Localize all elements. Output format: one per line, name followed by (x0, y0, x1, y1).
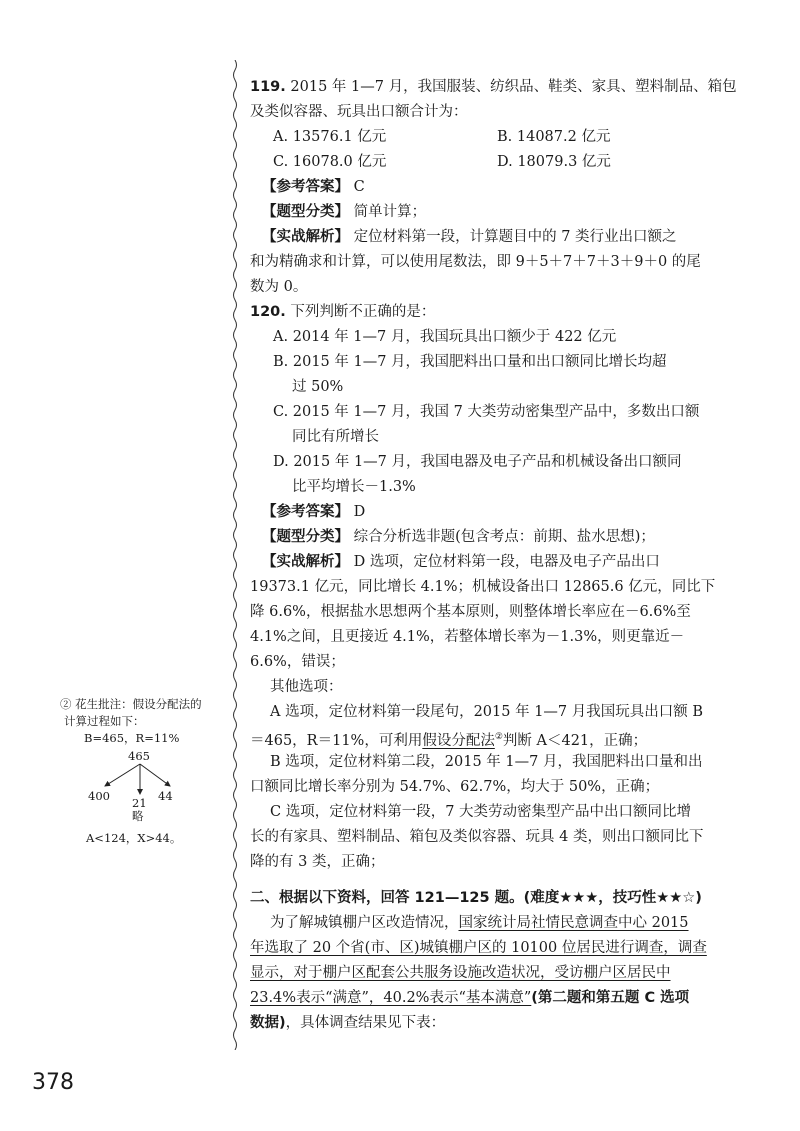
q119-type-value: 简单计算； (353, 204, 427, 220)
q120-analysis-line3: 降 6.6%，根据盐水思想两个基本原则，则整体增长率应在－6.6%至 (250, 604, 691, 620)
q119-number: 119. (250, 79, 286, 95)
q120-other-a-line2 (250, 727, 647, 751)
section2-p-line1 (270, 913, 689, 933)
section2-p4-underlined: 23.4%表示“满意”，40.2%表示“基本满意” (250, 990, 532, 1006)
q119-stem-line2: 及类似容器、玩具出口额合计为： (250, 104, 468, 120)
q119-option-b: B. 14087.2 亿元 (497, 129, 611, 145)
q120-other-b-line1: B 选项，定位材料第二段，2015 年 1—7 月，我国肥料出口量和出 (270, 754, 703, 770)
sidenote-title-line1: ② 花生批注：假设分配法的 (60, 697, 202, 711)
q120-option-d-line2: 比平均增长－1.3% (292, 479, 416, 495)
page-number: 378 (32, 1070, 74, 1095)
q120-stem (250, 302, 435, 322)
q119-type-label: 【题型分类】 (262, 204, 349, 220)
section2-p1-pre: 为了解城镇棚户区改造情况， (270, 915, 459, 931)
q120-option-c-line2: 同比有所增长 (292, 429, 379, 445)
sidenote-formula: B=465，R=11% (84, 731, 180, 745)
q120-type-label: 【题型分类】 (262, 529, 349, 545)
q120-option-b-line1: B. 2015 年 1—7 月，我国肥料出口量和出口额同比增长均超 (273, 354, 667, 370)
q120-analysis-line2: 19373.1 亿元，同比增长 4.1%；机械设备出口 12865.6 亿元，同比下 (250, 579, 716, 595)
q119-stem-text1: 2015 年 1—7 月，我国服装、纺织品、鞋类、家具、塑料制品、箱包 (290, 79, 737, 95)
q120-analysis-line5: 6.6%，错误； (250, 654, 345, 670)
section2-p-line2: 年选取了 20 个省(市、区)城镇棚户区的 10100 位居民进行调查，调查 (250, 940, 707, 956)
q119-analysis-line3: 数为 0。 (250, 279, 308, 295)
section2-p-line4 (250, 988, 689, 1008)
q120-other-c-line3: 降的有 3 类，正确； (250, 854, 385, 870)
q120-stem-text: 下列判断不正确的是： (290, 304, 436, 320)
q120-other-c-line1: C 选项，定位材料第一段，7 大类劳动密集型产品中出口额同比增 (270, 804, 692, 820)
q119-answer-value: C (353, 179, 365, 195)
q120-answer (262, 502, 365, 522)
q120-option-a: A. 2014 年 1—7 月，我国玩具出口额少于 422 亿元 (273, 329, 617, 345)
section2-heading: 二、根据以下资料，回答 121—125 题。(难度★★★，技巧性★★☆) (250, 890, 702, 906)
section2-p5-post: ，具体调查结果见下表： (285, 1015, 446, 1031)
q119-type (262, 202, 426, 222)
q120-option-b-line2: 过 50% (292, 379, 344, 395)
q119-answer-label: 【参考答案】 (262, 179, 349, 195)
section2-p-line3: 显示，对于棚户区配套公共服务设施改造状况，受访棚户区居民中 (250, 965, 671, 981)
margin-divider (232, 60, 238, 1050)
q120-number: 120. (250, 304, 286, 320)
q119-analysis-line2: 和为精确求和计算，可以使用尾数法，即 9＋5＋7＋7＋3＋9＋0 的尾 (250, 254, 701, 270)
q120-other-a-pre: ＝465，R＝11%，可利用 (250, 732, 423, 749)
section2-p4-bold: (第二题和第五题 C 选项 (531, 990, 690, 1006)
q119-answer (262, 177, 365, 197)
q120-analysis-line1 (262, 552, 660, 572)
q120-answer-value: D (353, 504, 366, 520)
q119-option-c: C. 16078.0 亿元 (273, 154, 387, 170)
section2-p5-bold: 数据) (250, 1015, 286, 1031)
q120-type-value: 综合分析选非题(包含考点：前期、盐水思想)； (353, 529, 655, 545)
q119-option-a: A. 13576.1 亿元 (273, 129, 387, 145)
q120-analysis-line4: 4.1%之间，且更接近 4.1%，若整体增长率为－1.3%，则更靠近－ (250, 629, 685, 645)
q120-other-a-method: 假设分配法 (422, 732, 495, 749)
sidenote-tree-right: 44 (158, 789, 173, 803)
q119-stem-line1 (250, 77, 737, 97)
q120-option-d-line1: D. 2015 年 1—7 月，我国电器及电子产品和机械设备出口额同 (273, 454, 682, 470)
q120-other-a-line1: A 选项，定位材料第一段尾句，2015 年 1—7 月我国玩具出口额 B (270, 704, 704, 720)
q120-option-c-line1: C. 2015 年 1—7 月，我国 7 大类劳动密集型产品中，多数出口额 (273, 404, 700, 420)
q120-type (262, 527, 655, 547)
sidenote-tree-middle: 21 (132, 796, 147, 810)
q119-option-d: D. 18079.3 亿元 (497, 154, 611, 170)
sidenote-tree-left: 400 (88, 789, 110, 803)
sidenote-title-line2: 计算过程如下： (64, 714, 145, 728)
sidenote-result: A<124，X>44。 (86, 831, 182, 845)
sidenote-tree-middle-sub: 略 (132, 809, 144, 823)
sidenote-tree-root: 465 (128, 749, 150, 763)
q120-other-b-line2: 口额同比增长率分别为 54.7%、62.7%，均大于 50%，正确； (250, 779, 660, 795)
q119-analysis-label: 【实战解析】 (262, 229, 349, 245)
q120-answer-label: 【参考答案】 (262, 504, 349, 520)
q119-analysis-text1: 定位材料第一段，计算题目中的 7 类行业出口额之 (353, 229, 677, 245)
q119-analysis-line1 (262, 227, 677, 247)
q120-other-c-line2: 长的有家具、塑料制品、箱包及类似容器、玩具 4 类，则出口额同比下 (250, 829, 704, 845)
q120-analysis-text1: D 选项，定位材料第一段，电器及电子产品出口 (353, 554, 660, 570)
section2-p1-underlined: 国家统计局社情民意调查中心 2015 (458, 915, 689, 931)
q120-others-heading: 其他选项： (270, 679, 343, 695)
section2-p-line5 (250, 1013, 445, 1033)
q120-other-a-post: 判断 A＜421，正确； (502, 732, 648, 749)
q120-other-a-footnote-mark: ② (494, 732, 503, 742)
q120-analysis-label: 【实战解析】 (262, 554, 349, 570)
